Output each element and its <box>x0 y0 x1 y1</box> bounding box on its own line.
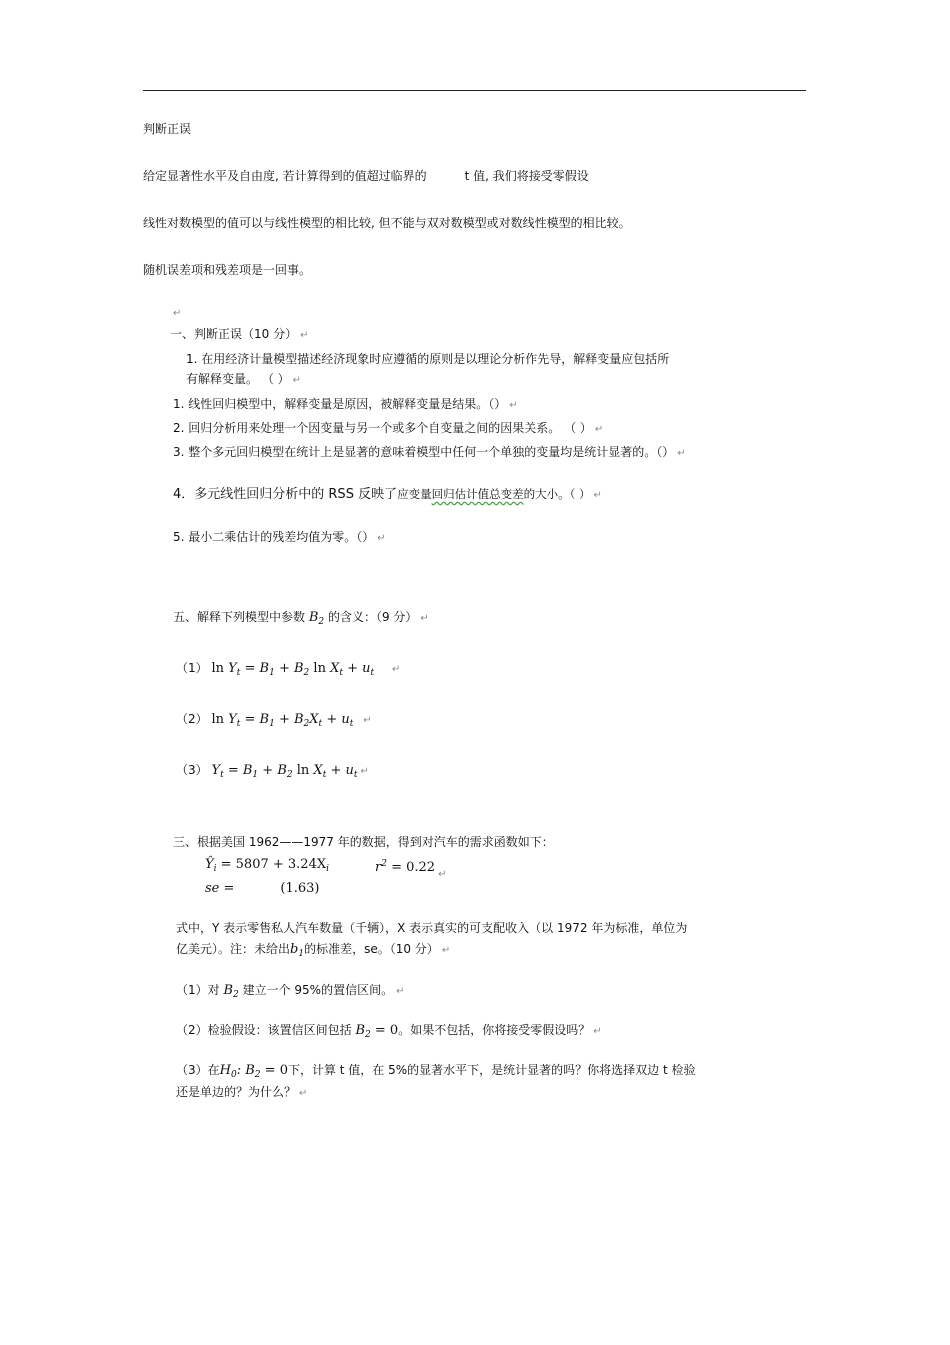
model-1-equation: $\ln Y_t = B_1 + B_2$ $\ln X_t + u_t$ <box>211 661 375 678</box>
statement-2: 线性对数模型的值可以与线性模型的相比较, 但不能与双对数模型或对数线性模型的相比较。 <box>143 216 631 230</box>
top-divider <box>143 90 806 91</box>
s3-question-1: （1）对 $B_2$ 建立一个 95%的置信区间。 ↵ <box>176 983 405 1000</box>
s1-question-3: 2. 回归分析用来处理一个因变量与另一个或多个自变量之间的因果关系。 （ ） ↵ <box>173 421 604 435</box>
model-3: （3） $Y_t = B_1 + B_2$ $\ln X_t + u_t$ ↵ <box>176 763 369 780</box>
demand-equation: $Ŷ_i = 5807 + 3.24X_i$ <box>205 857 329 874</box>
section-3-title: 三、根据美国 1962——1977 年的数据，得到对汽车的需求函数如下： <box>173 835 554 849</box>
statement-1: 给定显著性水平及自由度, 若计算得到的值超过临界的 t 值, 我们将接受零假设 <box>143 169 589 183</box>
section-1-title: 一、判断正误（10 分） ↵ <box>170 327 309 341</box>
s3-description-line-2: 亿美元）。注：未给出$b_1$的标准差，se。（10 分） ↵ <box>176 942 451 959</box>
standard-error-row: se = (1.63) <box>205 881 320 896</box>
s3-description-line-1: 式中，Y 表示零售私人汽车数量（千辆），X 表示真实的可支配收入（以 1972 年为标准，单位为 <box>176 921 688 935</box>
s3-question-3-line-1: （3）在$H_0$: $B_2 = 0$下，计算 t 值，在 5%的显著水平下，是统计显著的吗？你将选择双边 t 检验 <box>176 1063 696 1080</box>
statement-3: 随机误差项和残差项是一回事。 <box>143 263 312 277</box>
s3-question-2: （2）检验假设：该置信区间包括 $B_2 = 0$。如果不包括，你将接受零假设吗？ ↵ <box>176 1023 602 1040</box>
model-1: （1） $\ln Y_t = B_1 + B_2$ $\ln X_t + u_t$ ↵ <box>176 661 401 678</box>
return-mark: ↵ <box>173 308 182 319</box>
s1-question-1-line-1: 1. 在用经济计量模型描述经济现象时应遵循的原则是以理论分析作先导，解释变量应包括所 <box>186 352 670 366</box>
section-5-title: 五、解释下列模型中参数 $B_2$ 的含义：（9 分） ↵ <box>173 610 429 627</box>
s1-question-2: 1. 线性回归模型中，解释变量是原因，被解释变量是结果。（） ↵ <box>173 397 518 411</box>
top-heading: 判断正误 <box>143 122 192 136</box>
r-squared: $r^2 = 0.22$ $_↵$ <box>375 859 447 880</box>
model-2: （2） $\ln Y_t = B_1 + B_2X_t + u_t$ ↵ <box>176 712 372 729</box>
model-2-equation: $\ln Y_t = B_1 + B_2X_t + u_t$ <box>211 712 354 729</box>
s1-question-6: 5. 最小二乘估计的残差均值为零。（） ↵ <box>173 530 386 544</box>
s1-question-4: 3. 整个多元回归模型在统计上是显著的意味着模型中任何一个单独的变量均是统计显著的。（） ↵ <box>173 445 686 459</box>
s3-question-3-line-2: 还是单边的？为什么？ ↵ <box>176 1085 308 1099</box>
s1-question-5: 4．多元线性回归分析中的 RSS 反映了应变量回归估计值总变差的大小。（ ） ↵ <box>173 487 602 502</box>
model-3-equation: $Y_t = B_1 + B_2$ $\ln X_t + u_t$ <box>211 763 358 780</box>
s1-question-1-line-2: 有解释变量。 （ ） ↵ <box>186 372 302 386</box>
